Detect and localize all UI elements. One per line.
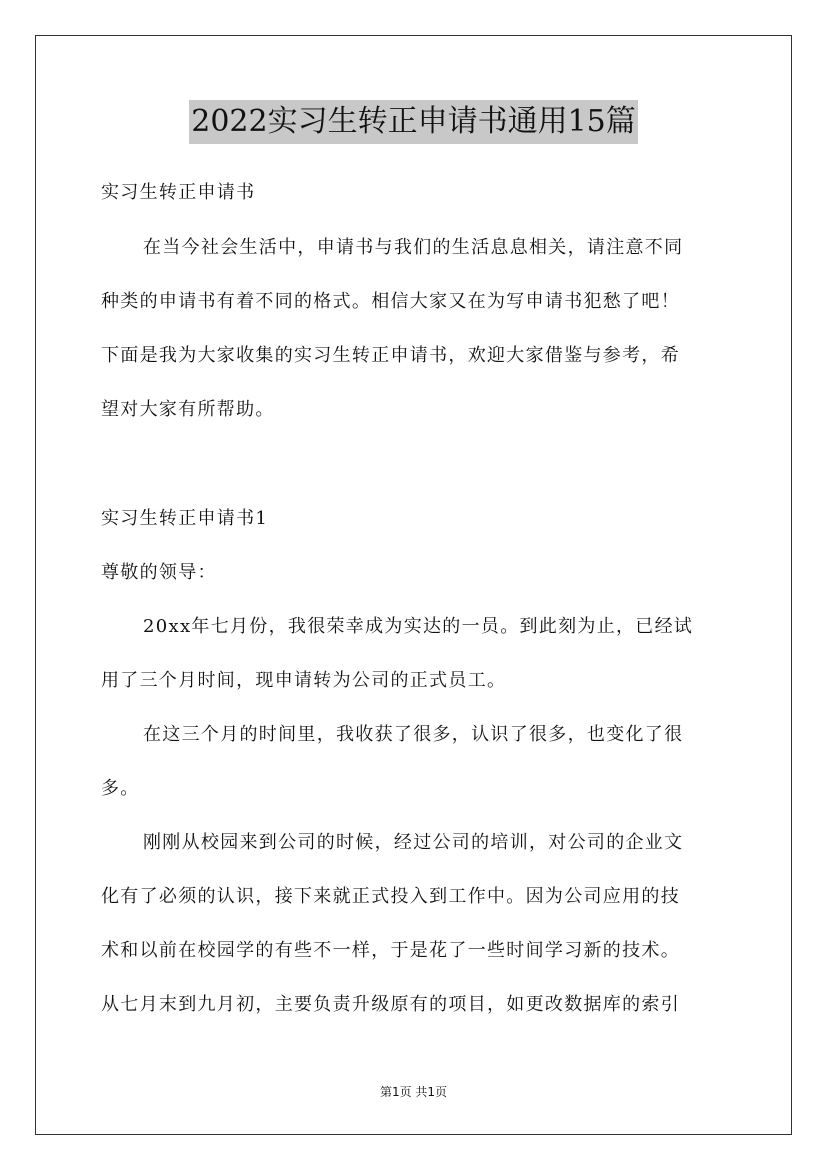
document-title: 2022实习生转正申请书通用15篇 [189, 100, 638, 144]
paragraph-line: 望对大家有所帮助。 [101, 399, 275, 420]
salutation: 尊敬的领导： [101, 562, 217, 583]
paragraph-line: 在当今社会生活中，申请书与我们的生活息息相关，请注意不同 [143, 237, 684, 258]
paragraph-line: 术和以前在校园学的有些不一样，于是花了一些时间学习新的技术。 [101, 940, 680, 961]
paragraph-line: 多。 [101, 778, 140, 799]
paragraph-line: 从七月末到九月初，主要负责升级原有的项目，如更改数据库的索引 [101, 994, 680, 1015]
section-heading: 实习生转正申请书1 [101, 508, 269, 529]
title-container [0, 100, 827, 144]
paragraph-line: 刚刚从校园来到公司的时候，经过公司的培训，对公司的企业文 [143, 832, 684, 853]
paragraph-line: 用了三个月时间，现申请转为公司的正式员工。 [101, 670, 507, 691]
paragraph-line: 在这三个月的时间里，我收获了很多，认识了很多，也变化了很 [143, 724, 684, 745]
paragraph-line: 种类的申请书有着不同的格式。相信大家又在为写申请书犯愁了吧！ [101, 291, 680, 312]
page-footer: 第1页 共1页 [379, 1085, 448, 1099]
paragraph-line: 20xx年七月份，我很荣幸成为实达的一员。到此刻为止，已经试 [143, 616, 694, 637]
paragraph-line: 下面是我为大家收集的实习生转正申请书，欢迎大家借鉴与参考，希 [101, 345, 680, 366]
paragraph-line: 化有了必须的认识，接下来就正式投入到工作中。因为公司应用的技 [101, 886, 680, 907]
section-heading: 实习生转正申请书 [101, 182, 256, 203]
